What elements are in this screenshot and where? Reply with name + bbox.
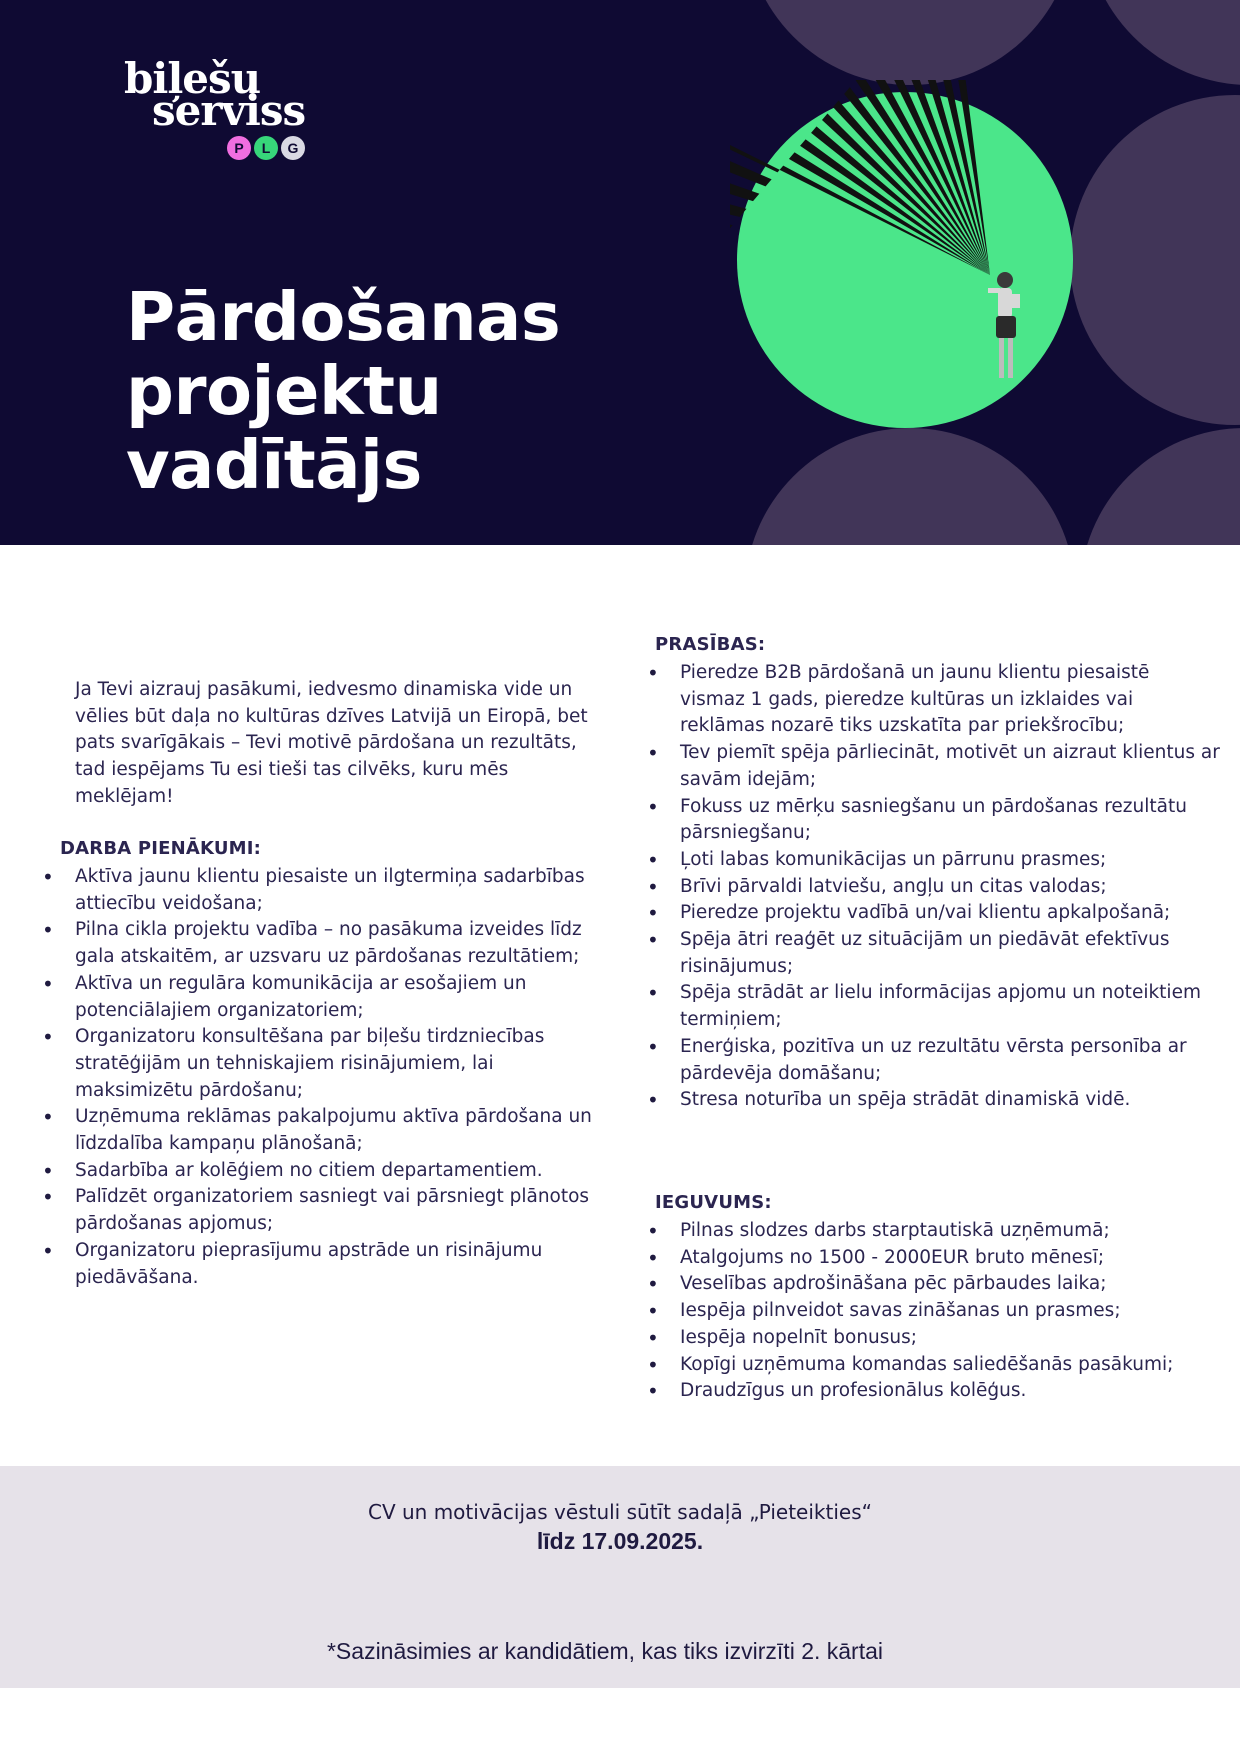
duty-item: • Aktīva jaunu klientu piesaiste un ilgtermiņa sadarbības attiecību veidošana; [75, 864, 615, 917]
duty-item: • Organizatoru konsultēšana par biļešu tirdzniecības stratēģijām un tehniskajiem risinājumiem, lai maksimizētu pārdošanu; [75, 1024, 615, 1104]
intro-paragraph: Ja Tevi aizrauj pasākumi, iedvesmo dinamiska vide un vēlies būt daļa no kultūras dzīves Latvijā un Eiropā, bet pats svarīgākais – Tevi motivē pārdošana un rezultāts, tad iespējams Tu esi tieši tas cilvēks, kuru mēs meklējam! [75, 679, 588, 807]
duty-item: • Aktīva un regulāra komunikācija ar esošajiem un potenciālajiem organizatoriem; [75, 971, 615, 1024]
requirement-item: • Brīvi pārvaldi latviešu, angļu un citas valodas; [680, 874, 1220, 901]
logo-badge-l: L [254, 136, 278, 160]
plg-badges [227, 136, 308, 160]
requirement-item: • Spēja ātri reaģēt uz situācijām un piedāvāt efektīvus risinājumus; [680, 927, 1220, 980]
biletu-serviss-logo [124, 54, 324, 168]
requirement-item: • Ļoti labas komunikācijas un pārrunu prasmes; [680, 847, 1220, 874]
decorative-circle [1085, 0, 1240, 85]
duty-item: • Sadarbība ar kolēģiem no citiem departamentiem. [75, 1158, 615, 1185]
decorative-circle [1080, 428, 1240, 545]
candidate-note: *Sazināsimies ar kandidātiem, kas tiks izvirzīti 2. kārtai [326, 1638, 884, 1664]
hero-banner [0, 0, 1240, 545]
duty-item: • Palīdzēt organizatoriem sasniegt vai pārsniegt plānotos pārdošanas apjomus; [75, 1184, 615, 1237]
duties-heading: DARBA PIENĀKUMI: [60, 838, 262, 859]
logo-badge-p: P [227, 136, 251, 160]
benefits-heading: IEGUVUMS: [655, 1192, 772, 1213]
requirements-list [680, 660, 1220, 1114]
logo-line-2: serviss [152, 86, 306, 135]
logo-badge-g: G [281, 136, 305, 160]
requirement-item: • Tev piemīt spēja pārliecināt, motivēt un aizraut klientus ar savām idejām; [680, 740, 1220, 793]
megaphone-illustration [730, 80, 1080, 430]
duties-list [75, 864, 615, 1291]
page-title [126, 280, 826, 502]
benefit-item: • Draudzīgus un profesionālus kolēģus. [680, 1378, 1220, 1405]
requirement-item: • Pieredze projektu vadībā un/vai klientu apkalpošanā; [680, 900, 1220, 927]
benefits-list [680, 1218, 1220, 1405]
application-deadline: līdz 17.09.2025. [536, 1528, 704, 1554]
logo-line-1: biļešu [124, 54, 261, 103]
duty-item: • Organizatoru pieprasījumu apstrāde un risinājumu piedāvāšana. [75, 1238, 615, 1291]
benefit-item: • Iespēja pilnveidot savas zināšanas un prasmes; [680, 1298, 1220, 1325]
requirement-item: • Pieredze B2B pārdošanā un jaunu klientu piesaistē vismaz 1 gads, pieredze kultūras un izklaides vai reklāmas nozarē tiks uzskatīta par priekšrocību; [680, 660, 1220, 740]
benefit-item: • Veselības apdrošināšana pēc pārbaudes laika; [680, 1271, 1220, 1298]
benefit-item: • Atalgojums no 1500 - 2000EUR bruto mēnesī; [680, 1245, 1220, 1272]
requirements-heading: PRASĪBAS: [655, 634, 766, 655]
benefit-item: • Pilnas slodzes darbs starptautiskā uzņēmumā; [680, 1218, 1220, 1245]
benefit-item: • Kopīgi uzņēmuma komandas saliedēšanās pasākumi; [680, 1352, 1220, 1379]
apply-instructions: CV un motivācijas vēstuli sūtīt sadaļā „Pieteikties“ [367, 1500, 872, 1524]
title-line-1: Pārdošanas projektu [126, 278, 561, 430]
requirement-item: • Fokuss uz mērķu sasniegšanu un pārdošanas rezultātu pārsniegšanu; [680, 794, 1220, 847]
duty-item: • Uzņēmuma reklāmas pakalpojumu aktīva pārdošana un līdzdalība kampaņu plānošanā; [75, 1104, 615, 1157]
benefit-item: • Iespēja nopelnīt bonusus; [680, 1325, 1220, 1352]
decorative-circle [1070, 95, 1240, 425]
requirement-item: • Spēja strādāt ar lielu informācijas apjomu un noteiktiem termiņiem; [680, 980, 1220, 1033]
decorative-circle [745, 0, 1075, 85]
requirement-item: • Stresa noturība un spēja strādāt dinamiskā vidē. [680, 1087, 1220, 1114]
duty-item: • Pilna cikla projektu vadība – no pasākuma izveides līdz gala atskaitēm, ar uzsvaru uz pārdošanas rezultātiem; [75, 917, 615, 970]
requirement-item: • Enerģiska, pozitīva un uz rezultātu vērsta personība ar pārdevēja domāšanu; [680, 1034, 1220, 1087]
title-line-2: vadītājs [126, 426, 422, 504]
